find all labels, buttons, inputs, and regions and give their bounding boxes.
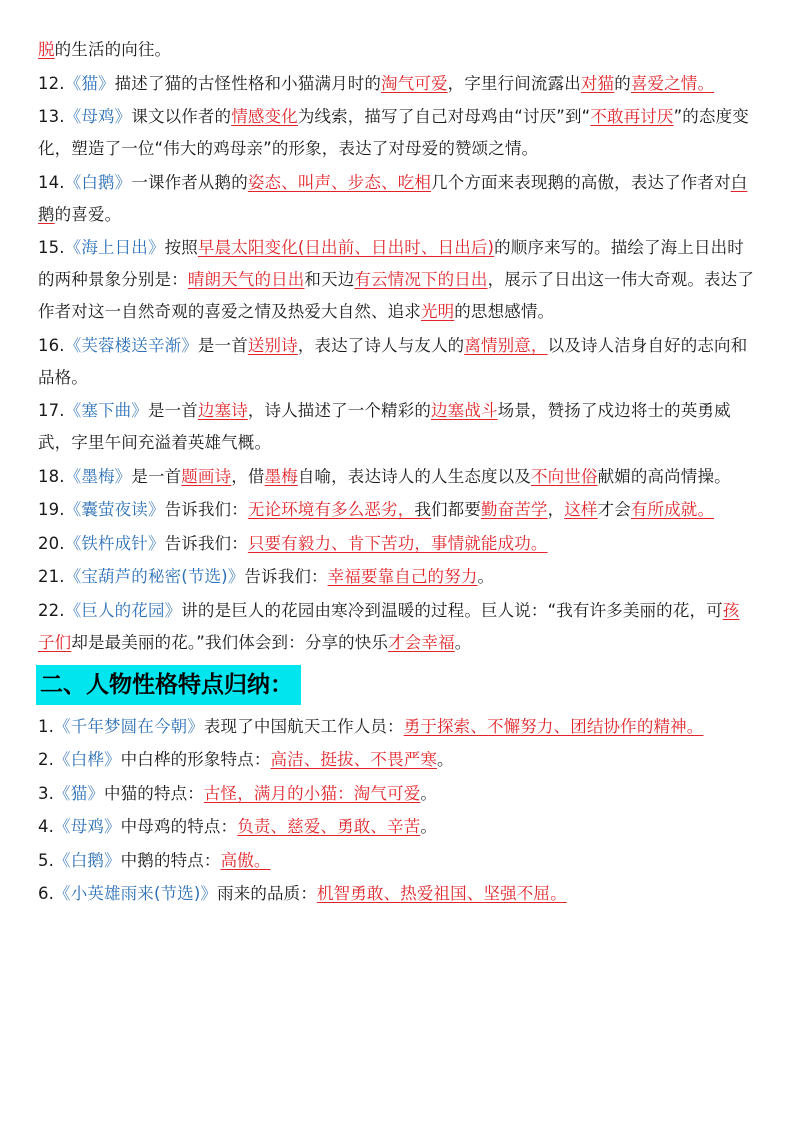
text: 中鹅的特点： bbox=[120, 850, 221, 870]
answer: 边塞战斗 bbox=[431, 401, 498, 420]
text: 们都要 bbox=[431, 500, 481, 519]
answer: 我 bbox=[414, 500, 432, 519]
text: 的 bbox=[614, 73, 631, 93]
item-12 bbox=[38, 68, 754, 100]
answer: 光明 bbox=[420, 302, 455, 321]
lesson-title: 《铁杵成针》 bbox=[64, 533, 165, 553]
answer: 这样 bbox=[564, 500, 598, 519]
text: 是一首 bbox=[147, 401, 198, 420]
text: 描述了猫的古怪性格和小猫满月时的 bbox=[114, 73, 382, 93]
answer: 不敢再讨厌 bbox=[590, 107, 674, 126]
answer: 不向世俗 bbox=[530, 466, 598, 486]
text: 的顺序来写的。描绘了海上日出时的两种景象分别是： bbox=[38, 238, 744, 289]
char-item-5 bbox=[38, 845, 754, 877]
text: 场景，赞扬了戍边将士的英勇威武，字里午间充溢着英雄气概。 bbox=[38, 401, 731, 452]
lesson-title: 《芙蓉楼送辛渐》 bbox=[64, 335, 198, 355]
char-item-6 bbox=[38, 878, 754, 910]
text: 的喜爱。 bbox=[54, 204, 122, 224]
text: 。 bbox=[420, 817, 438, 836]
text: 中母鸡的特点： bbox=[120, 817, 238, 836]
answer: 勇于探索、不懈努力、团结协作的精神。 bbox=[403, 716, 704, 736]
text: 却是最美丽的花。”我们体会到：分享的快乐 bbox=[71, 632, 389, 652]
char-item-3 bbox=[38, 778, 754, 810]
text: 是一首 bbox=[197, 335, 248, 355]
answer: 幸福要靠自己的努力 bbox=[327, 567, 478, 586]
answer: 白鹅 bbox=[38, 172, 748, 224]
answer: 早晨太阳变化(日出前、日出时、日出后) bbox=[197, 238, 495, 257]
text: 课文以作者的 bbox=[131, 107, 232, 126]
lesson-title: 《白鹅》 bbox=[54, 850, 121, 870]
item-number: 5. bbox=[38, 850, 55, 870]
text: ，表达了诗人与友人的 bbox=[297, 335, 465, 355]
text: 。 bbox=[420, 783, 438, 803]
answer: 勤奋苦学 bbox=[480, 500, 548, 519]
lesson-title: 《墨梅》 bbox=[64, 466, 132, 486]
item-number: 1. bbox=[38, 716, 55, 736]
answer: 无论环境有多么恶劣， bbox=[247, 500, 415, 519]
item-18 bbox=[38, 461, 754, 493]
item-number: 20. bbox=[38, 533, 65, 553]
top-fragment bbox=[38, 34, 754, 66]
item-17 bbox=[38, 395, 754, 459]
char-item-2 bbox=[38, 744, 754, 776]
item-number: 19. bbox=[38, 500, 65, 519]
item-number: 4. bbox=[38, 817, 55, 836]
text: 的生活的向往。 bbox=[54, 40, 172, 59]
document-page bbox=[38, 34, 754, 910]
item-15 bbox=[38, 232, 754, 328]
section-heading-wrap bbox=[36, 665, 754, 705]
answer: 机智勇敢、热爱祖国、坚强不屈。 bbox=[316, 884, 567, 903]
item-number: 12. bbox=[38, 73, 65, 93]
text: 的思想感情。 bbox=[454, 302, 555, 321]
text: ”的态度变化，塑造了一位“伟大的鸡母亲”的形象，表达了对母爱的赞颂之情。 bbox=[38, 107, 749, 158]
answer: 有所成就。 bbox=[630, 500, 715, 519]
text: 雨来的品质： bbox=[217, 884, 317, 903]
lesson-title: 《白桦》 bbox=[54, 750, 121, 769]
lesson-title: 《白鹅》 bbox=[64, 172, 132, 192]
item-number: 6. bbox=[38, 884, 55, 903]
item-number: 3. bbox=[38, 783, 55, 803]
text: ， bbox=[547, 500, 565, 519]
lesson-title: 《母鸡》 bbox=[54, 817, 121, 836]
item-number: 16. bbox=[38, 335, 65, 355]
answer: 有云情况下的日出 bbox=[354, 270, 488, 289]
text: 中猫的特点： bbox=[104, 783, 204, 803]
text: 是一首 bbox=[131, 466, 182, 486]
text: 才会 bbox=[597, 500, 631, 519]
lesson-title: 《千年梦圆在今朝》 bbox=[54, 716, 204, 736]
item-number: 22. bbox=[38, 600, 65, 620]
answer: 淘气可爱 bbox=[381, 73, 448, 93]
answer: 才会幸福 bbox=[388, 632, 455, 652]
text: ，借 bbox=[231, 466, 265, 486]
answer: 晴朗天气的日出 bbox=[187, 270, 305, 289]
text: 。 bbox=[454, 632, 472, 652]
text: ，诗人描述了一个精彩的 bbox=[247, 401, 432, 420]
text: 讲的是巨人的花园由寒冷到温暖的过程。巨人说：“我有许多美丽的花，可 bbox=[181, 600, 723, 620]
text: 一课作者从鹅的 bbox=[131, 172, 248, 192]
text: 。 bbox=[437, 750, 454, 769]
item-14 bbox=[38, 167, 754, 231]
text: 为线索，描写了自己对母鸡由“讨厌”到“ bbox=[297, 107, 591, 126]
text: 。 bbox=[477, 567, 495, 586]
lesson-title: 《小英雄雨来(节选)》 bbox=[54, 884, 218, 903]
text: 按照 bbox=[164, 238, 198, 257]
item-number: 15. bbox=[38, 238, 65, 257]
answer: 只要有毅力、肯下苦功，事情就能成功。 bbox=[247, 533, 548, 553]
lesson-title: 《巨人的花园》 bbox=[64, 600, 182, 620]
answer: 送别诗 bbox=[247, 335, 298, 355]
answer: 高洁、挺拔、不畏严寒 bbox=[270, 750, 438, 769]
lesson-title: 《母鸡》 bbox=[64, 107, 132, 126]
text: 中白桦的形象特点： bbox=[120, 750, 271, 769]
lesson-title: 《猫》 bbox=[54, 783, 104, 803]
text: 告诉我们： bbox=[164, 533, 248, 553]
text: 表现了中国航天工作人员： bbox=[203, 716, 404, 736]
answer: 墨梅 bbox=[264, 466, 298, 486]
item-number: 2. bbox=[38, 750, 55, 769]
text: ，展示了日出这一伟大奇观。表达了作者对这一自然奇观的喜爱之情及热爱大自然、追求 bbox=[38, 270, 754, 321]
item-number: 21. bbox=[38, 567, 65, 586]
answer: 题画诗 bbox=[181, 466, 232, 486]
item-number: 18. bbox=[38, 466, 65, 486]
item-20 bbox=[38, 528, 754, 560]
item-13 bbox=[38, 101, 754, 165]
text: 献媚的高尚情操。 bbox=[597, 466, 731, 486]
lesson-title: 《宝葫芦的秘密(节选)》 bbox=[64, 567, 245, 586]
item-number: 17. bbox=[38, 401, 65, 420]
answer: 边塞诗 bbox=[197, 401, 248, 420]
item-22 bbox=[38, 595, 754, 659]
text: 自喻，表达诗人的人生态度以及 bbox=[297, 466, 531, 486]
answer: 姿态、叫声、步态、吃相 bbox=[247, 172, 432, 192]
answer: 离情别意， bbox=[464, 335, 548, 355]
item-number: 13. bbox=[38, 107, 65, 126]
text: 以及诗人洁身自好的志向和品格。 bbox=[38, 335, 748, 387]
answer: 负责、慈爱、勇敢、辛苦 bbox=[237, 817, 421, 836]
item-19 bbox=[38, 494, 754, 526]
text: ，字里行间流露出 bbox=[447, 73, 581, 93]
section-heading: 二、人物性格特点归纳： bbox=[36, 665, 301, 705]
answer: 古怪，满月的小猫：淘气可爱 bbox=[203, 783, 421, 803]
answer: 对猫 bbox=[580, 73, 615, 93]
answer: 喜爱之情。 bbox=[630, 73, 715, 93]
text: 告诉我们： bbox=[164, 500, 248, 519]
char-item-1 bbox=[38, 711, 754, 743]
item-number: 14. bbox=[38, 172, 65, 192]
lesson-title: 《海上日出》 bbox=[64, 238, 165, 257]
item-16 bbox=[38, 330, 754, 394]
answer: 孩子们 bbox=[38, 600, 740, 652]
char-item-4 bbox=[38, 811, 754, 843]
answer: 脱 bbox=[38, 40, 55, 59]
answer: 情感变化 bbox=[231, 107, 298, 126]
item-21 bbox=[38, 561, 754, 593]
text: 和天边 bbox=[304, 270, 355, 289]
lesson-title: 《囊萤夜读》 bbox=[64, 500, 165, 519]
lesson-title: 《塞下曲》 bbox=[64, 401, 148, 420]
text: 告诉我们： bbox=[244, 567, 328, 586]
lesson-title: 《猫》 bbox=[64, 73, 115, 93]
text: 几个方面来表现鹅的高傲，表达了作者对 bbox=[431, 172, 731, 192]
answer: 高傲。 bbox=[220, 850, 271, 870]
